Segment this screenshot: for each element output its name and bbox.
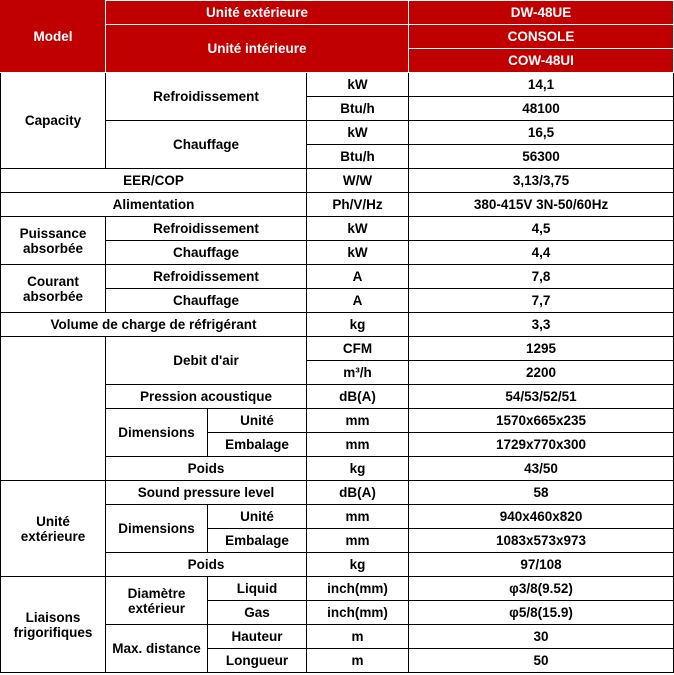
- unit-cell: inch(mm): [307, 577, 409, 601]
- table-row: [1, 217, 674, 241]
- unit-cell: Btu/h: [307, 145, 409, 169]
- liquid-label: Liquid: [208, 577, 307, 601]
- value-cell: 30: [409, 625, 674, 649]
- unit-cell: kg: [307, 457, 409, 481]
- value-cell: 14,1: [409, 73, 674, 97]
- unit-cell: kW: [307, 121, 409, 145]
- unit-cell: CFM: [307, 337, 409, 361]
- outdoor-dim-unit-label: Unité: [208, 505, 307, 529]
- unit-cell: Btu/h: [307, 97, 409, 121]
- unit-cell: m: [307, 649, 409, 673]
- indoor-dim-unit-label: Unité: [208, 409, 307, 433]
- unit-cell: mm: [307, 505, 409, 529]
- power-input-heating-label: Chauffage: [106, 241, 307, 265]
- unit-cell: mm: [307, 409, 409, 433]
- power-input-cooling-label: Refroidissement: [106, 217, 307, 241]
- value-cell: 3,13/3,75: [409, 169, 674, 193]
- table-row: [1, 265, 674, 289]
- table-row: [1, 193, 674, 217]
- value-cell: 940x460x820: [409, 505, 674, 529]
- table-row: [1, 73, 674, 97]
- unit-cell: kW: [307, 217, 409, 241]
- unit-cell: m: [307, 625, 409, 649]
- current-label: Courant absorbée: [1, 265, 106, 313]
- power-supply-label: Alimentation: [1, 193, 307, 217]
- table-row: [1, 481, 674, 505]
- indoor-section-label: [1, 337, 106, 481]
- indoor-unit-header: Unité intérieure: [106, 25, 409, 73]
- value-cell: 1083x573x973: [409, 529, 674, 553]
- value-cell: φ5/8(15.9): [409, 601, 674, 625]
- value-cell: 4,4: [409, 241, 674, 265]
- value-cell: 2200: [409, 361, 674, 385]
- header-row-outdoor: [1, 1, 674, 25]
- value-cell: 16,5: [409, 121, 674, 145]
- value-cell: 1295: [409, 337, 674, 361]
- outdoor-model-value: DW-48UE: [409, 1, 674, 25]
- value-cell: φ3/8(9.52): [409, 577, 674, 601]
- unit-cell: dB(A): [307, 481, 409, 505]
- outdoor-unit-header: Unité extérieure: [106, 1, 409, 25]
- value-cell: 380-415V 3N-50/60Hz: [409, 193, 674, 217]
- value-cell: 4,5: [409, 217, 674, 241]
- height-label: Hauteur: [208, 625, 307, 649]
- outdoor-section-label: Unité extérieure: [1, 481, 106, 577]
- value-cell: 97/108: [409, 553, 674, 577]
- refrigerant-label: Volume de charge de réfrigérant: [1, 313, 307, 337]
- power-input-label: Puissance absorbée: [1, 217, 106, 265]
- diameter-label: Diamètre extérieur: [106, 577, 208, 625]
- piping-label: Liaisons frigorifiques: [1, 577, 106, 673]
- outdoor-dimensions-label: Dimensions: [106, 505, 208, 553]
- outdoor-noise-label: Sound pressure level: [106, 481, 307, 505]
- outdoor-weight-label: Poids: [106, 553, 307, 577]
- outdoor-dim-pack-label: Embalage: [208, 529, 307, 553]
- indoor-dimensions-label: Dimensions: [106, 409, 208, 457]
- unit-cell: mm: [307, 529, 409, 553]
- capacity-heating-label: Chauffage: [106, 121, 307, 169]
- indoor-model-value: COW-48UI: [409, 49, 674, 73]
- value-cell: 7,7: [409, 289, 674, 313]
- indoor-type-value: CONSOLE: [409, 25, 674, 49]
- indoor-noise-label: Pression acoustique: [106, 385, 307, 409]
- unit-cell: dB(A): [307, 385, 409, 409]
- capacity-cooling-label: Refroidissement: [106, 73, 307, 121]
- model-header: Model: [1, 1, 106, 73]
- value-cell: 43/50: [409, 457, 674, 481]
- indoor-weight-label: Poids: [106, 457, 307, 481]
- unit-cell: A: [307, 265, 409, 289]
- max-distance-label: Max. distance: [106, 625, 208, 673]
- unit-cell: m³/h: [307, 361, 409, 385]
- value-cell: 50: [409, 649, 674, 673]
- length-label: Longueur: [208, 649, 307, 673]
- table-row: [1, 577, 674, 601]
- value-cell: 58: [409, 481, 674, 505]
- indoor-dim-pack-label: Embalage: [208, 433, 307, 457]
- eer-cop-label: EER/COP: [1, 169, 307, 193]
- unit-cell: kW: [307, 241, 409, 265]
- gas-label: Gas: [208, 601, 307, 625]
- table-row: [1, 169, 674, 193]
- current-heating-label: Chauffage: [106, 289, 307, 313]
- value-cell: 56300: [409, 145, 674, 169]
- value-cell: 1729x770x300: [409, 433, 674, 457]
- unit-cell: kW: [307, 73, 409, 97]
- table-row: [1, 313, 674, 337]
- unit-cell: inch(mm): [307, 601, 409, 625]
- unit-cell: Ph/V/Hz: [307, 193, 409, 217]
- value-cell: 7,8: [409, 265, 674, 289]
- unit-cell: kg: [307, 313, 409, 337]
- capacity-label: Capacity: [1, 73, 106, 169]
- value-cell: 48100: [409, 97, 674, 121]
- unit-cell: kg: [307, 553, 409, 577]
- value-cell: 54/53/52/51: [409, 385, 674, 409]
- airflow-label: Debit d'air: [106, 337, 307, 385]
- unit-cell: A: [307, 289, 409, 313]
- value-cell: 3,3: [409, 313, 674, 337]
- unit-cell: W/W: [307, 169, 409, 193]
- unit-cell: mm: [307, 433, 409, 457]
- value-cell: 1570x665x235: [409, 409, 674, 433]
- table-row: [1, 337, 674, 361]
- current-cooling-label: Refroidissement: [106, 265, 307, 289]
